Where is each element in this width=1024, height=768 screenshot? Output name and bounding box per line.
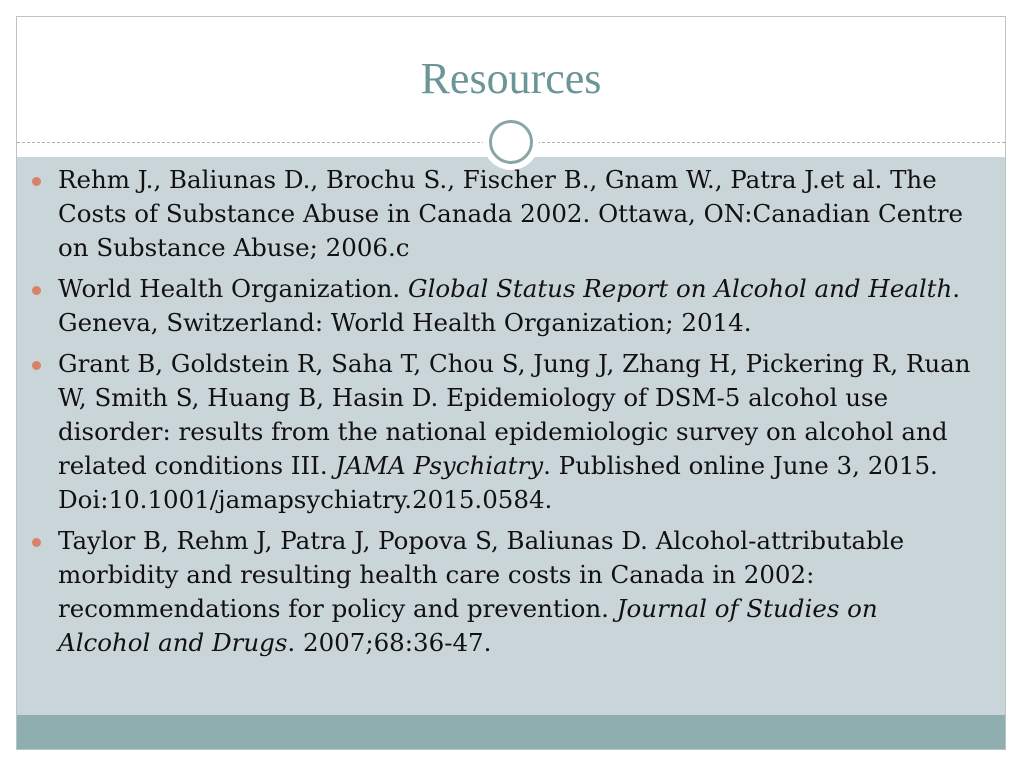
reference-source-title: Journal of Studies on Alcohol and Drugs (58, 594, 878, 657)
reference-list (30, 163, 975, 667)
reference-text: . Published online June 3, 2015. Doi:10.1001/jamapsychiatry.2015.0584. (58, 451, 938, 514)
reference-item (30, 347, 975, 517)
reference-text: Taylor B, Rehm J, Patra J, Popova S, Baliunas D. Alcohol-attributable morbidity and resulting health care costs in Canada in 2002: recommendations for policy and prevention. (58, 526, 905, 623)
divider-circle-icon (483, 114, 539, 170)
bullet-icon (32, 177, 41, 186)
reference-item (30, 163, 975, 265)
reference-item (30, 524, 975, 660)
footer-bar (17, 715, 1005, 749)
bullet-icon (32, 286, 41, 295)
reference-text: . Geneva, Switzerland: World Health Organization; 2014. (58, 274, 961, 337)
reference-text: Grant B, Goldstein R, Saha T, Chou S, Jung J, Zhang H, Pickering R, Ruan W, Smith S, Huang B, Hasin D. Epidemiology of DSM-5 alcohol use disorder: results from the national epidemiologic survey on alcohol and related conditions III. (58, 349, 971, 480)
reference-text: . 2007;68:36-47. (287, 628, 492, 657)
divider-ring (489, 120, 533, 164)
bullet-icon (32, 361, 41, 370)
slide-title: Resources (420, 54, 602, 103)
reference-source-title: Global Status Report on Alcohol and Health (408, 274, 953, 303)
bullet-icon (32, 538, 41, 547)
reference-item (30, 272, 975, 340)
reference-text: Rehm J., Baliunas D., Brochu S., Fischer B., Gnam W., Patra J.et al. The Costs of Substance Abuse in Canada 2002. Ottawa, ON:Canadian Centre on Substance Abuse; 2006.c (58, 165, 964, 262)
reference-source-title: JAMA Psychiatry (335, 451, 544, 480)
reference-text: World Health Organization. (58, 274, 409, 303)
